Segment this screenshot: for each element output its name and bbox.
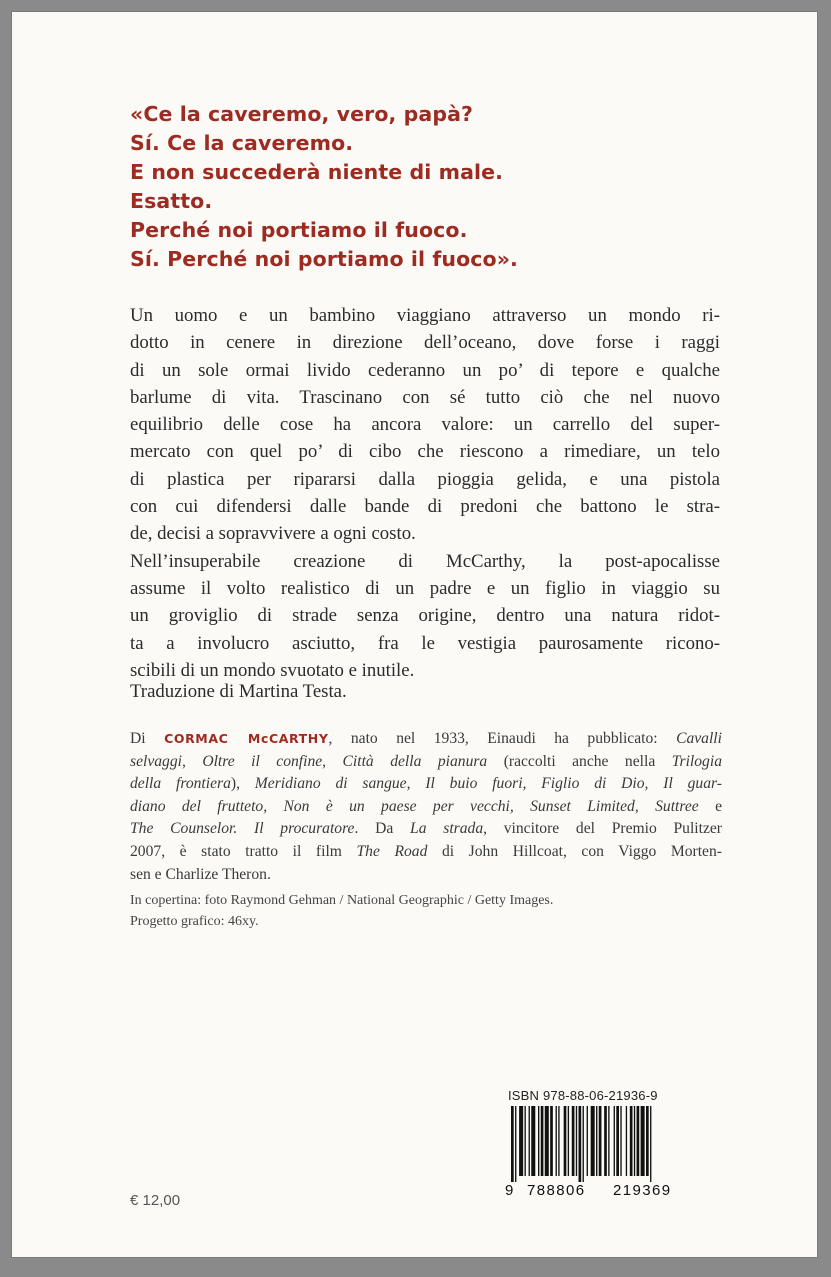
- bio-text: (raccolti anche nella: [487, 752, 672, 770]
- book-title: selvaggi, Oltre il confine, Città della pianura: [130, 752, 488, 770]
- bio-text: di John Hillcoat, con Viggo Morten-: [427, 842, 722, 860]
- bio-line: [130, 818, 722, 841]
- book-back-cover: [12, 12, 817, 1257]
- author-name: CORMAC McCARTHY: [164, 731, 329, 746]
- bio-text: , vincitore del Premio Pulitzer: [483, 820, 722, 838]
- blurb-line: ta a involucro asciutto, fra le vestigia paurosamente ricono-: [130, 632, 720, 654]
- book-title: Trilogia: [671, 752, 722, 770]
- bio-text: Di: [130, 730, 165, 747]
- blurb-line: Nell’insuperabile creazione di McCarthy, la post-apocalisse: [130, 550, 720, 572]
- blurb-line: scibili di un mondo svuotato e inutile.: [130, 659, 415, 681]
- bio-line: [130, 728, 722, 751]
- quote-line: Esatto.: [130, 189, 213, 213]
- price: € 12,00: [130, 1192, 181, 1209]
- bio-text: , nato nel 1933, Einaudi ha pubblicato:: [328, 730, 677, 747]
- quote-line: E non succederà niente di male.: [130, 160, 504, 184]
- blurb-line: un groviglio di strade senza origine, dentro una natura ridot-: [130, 605, 720, 627]
- quote-line: Sí. Ce la caveremo.: [130, 131, 354, 155]
- blurb-line: mercato con quel po’ di cibo che riescono a rimediare, un telo: [130, 441, 720, 463]
- blurb-line: assume il volto realistico di un padre e un figlio in viaggio su: [130, 577, 720, 599]
- blurb-line: di plastica per ripararsi dalla pioggia gelida, e una pistola: [130, 468, 720, 490]
- bio-text: ),: [230, 775, 255, 793]
- blurb-line: con cui difendersi dalle bande di predoni che battono le stra-: [130, 496, 720, 518]
- blurb-text: [130, 302, 720, 684]
- book-title: Meridiano di sangue, Il buio fuori, Figlio di Dio, Il guar-: [254, 775, 722, 793]
- book-title: The Counselor. Il procuratore: [130, 820, 355, 838]
- blurb-line: di un sole ormai livido cederanno un po’ di tepore e qualche: [130, 359, 720, 381]
- barcode-icon: [509, 1106, 709, 1182]
- blurb-line: equilibrio delle cose ha ancora valore: un carrello del super-: [130, 414, 720, 436]
- barcode-digits-left: 788806: [527, 1182, 586, 1199]
- bio-line: [130, 796, 722, 819]
- bio-line: [130, 841, 722, 864]
- book-title: della frontiera: [130, 775, 231, 793]
- blurb-line: dotto in cenere in direzione dell’oceano, dove forse i raggi: [130, 332, 720, 354]
- design-credit: Progetto grafico: 46xy.: [130, 914, 259, 929]
- translator-credit: Traduzione di Martina Testa.: [130, 681, 347, 702]
- quote-line: Sí. Perché noi portiamo il fuoco».: [130, 247, 518, 271]
- quote-line: Perché noi portiamo il fuoco.: [130, 218, 468, 242]
- bio-text: . Da: [354, 820, 411, 838]
- book-title: diano del frutteto, Non è un paese per vecchi, Sunset Limited, Suttree: [130, 797, 699, 815]
- cover-credit: In copertina: foto Raymond Gehman / National Geographic / Getty Images.: [130, 893, 554, 908]
- quote-block: [130, 100, 770, 274]
- bio-text: 2007, è stato tratto il film: [130, 842, 357, 860]
- book-title: La strada: [410, 820, 484, 838]
- blurb-line: Un uomo e un bambino viaggiano attraverso un mondo ri-: [130, 305, 720, 326]
- barcode-digits-right: 219369: [613, 1182, 672, 1199]
- quote-line: «Ce la caveremo, vero, papà?: [130, 102, 474, 126]
- book-title: Cavalli: [676, 730, 722, 747]
- bio-line: [130, 773, 722, 796]
- barcode-digit-first: 9: [505, 1182, 514, 1199]
- bio-text: e: [698, 797, 722, 815]
- author-bio: [130, 728, 722, 886]
- film-title: The Road: [356, 842, 428, 860]
- credits: [130, 890, 553, 932]
- isbn-label: ISBN 978-88-06-21936-9: [508, 1088, 658, 1103]
- bio-line: [130, 751, 722, 774]
- blurb-line: barlume di vita. Trascinano con sé tutto ciò che nel nuovo: [130, 386, 720, 408]
- blurb-line: de, decisi a sopravvivere a ogni costo.: [130, 523, 416, 545]
- bio-line: sen e Charlize Theron.: [130, 865, 271, 883]
